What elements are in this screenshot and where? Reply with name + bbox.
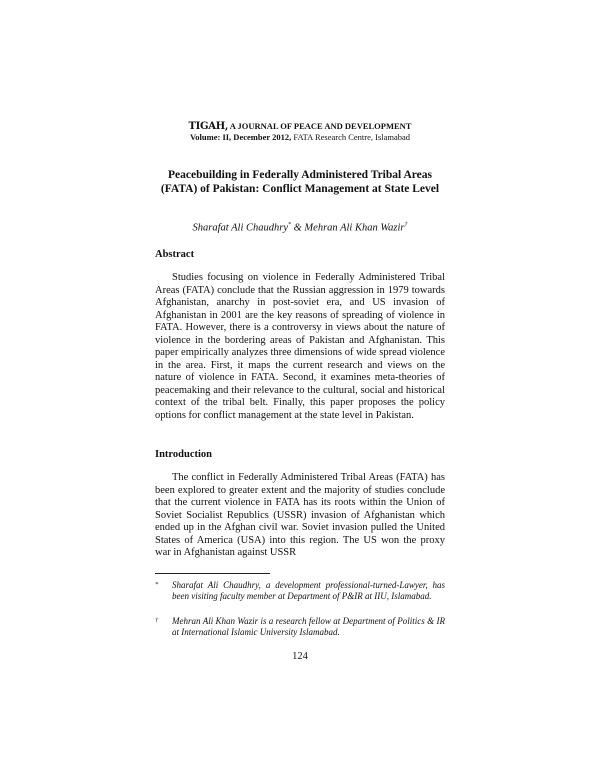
research-centre: FATA Research Centre, Islamabad <box>291 132 411 142</box>
author-1: Sharafat Ali Chaudhry <box>192 222 288 234</box>
paper-title: Peacebuilding in Federally Administered Tribal Areas (FATA) of Pakistan: Conflict Management at State Level <box>160 169 440 195</box>
footnote-1-text: Sharafat Ali Chaudhry, a development professional-turned-Lawyer, has been visiting faculty member at Department of P&IR at IIU, Islamabad. <box>172 580 445 601</box>
author-1-footnote-mark[interactable]: * <box>288 222 291 228</box>
journal-name: A JOURNAL OF PEACE AND DEVELOPMENT <box>228 121 412 131</box>
author-2: Mehran Ali Khan Wazir <box>304 222 405 234</box>
author-separator: & <box>291 222 305 234</box>
journal-header <box>0 121 600 142</box>
footnote-1 <box>155 580 445 602</box>
page-number: 124 <box>292 651 308 662</box>
journal-line <box>0 121 600 132</box>
footnote-1-mark: * <box>155 581 159 588</box>
introduction-text: The conflict in Federally Administered Tribal Areas (FATA) has been explored to greater extent and the majority of studies conclude that the current violence in FATA has its roots within the Union of Soviet Socialist Republics (USSR) invasion of Afghanistan which ended up in the Afghan civil war. Soviet invasion pulled the United States of America (USA) into this region. The US won the proxy war in Afghanistan against USSR <box>155 472 445 558</box>
footnote-divider <box>155 573 270 574</box>
journal-logo: TIGAH, <box>188 121 229 132</box>
abstract-heading: Abstract <box>155 249 195 260</box>
author-2-footnote-mark[interactable]: † <box>404 222 408 228</box>
abstract-text: Studies focusing on violence in Federally Administered Tribal Areas (FATA) conclude that the Russian aggression in 1979 towards Afghanistan, anarchy in post-soviet era, and US invasion of Afghanistan in 2001 are the key reasons of spreading of violence in FATA. However, there is a controversy in views about the nature of violence in the bordering areas of Pakistan and Afghanistan. This paper empirically analyzes three dimensions of wide spread violence in the area. First, it maps the current research and views on the nature of violence in FATA. Second, it examines meta-theories of peacemaking and their relevance to the cultural, social and historical context of the tribal belt. Finally, this paper proposes the policy options for conflict management at the state level in Pakistan. <box>155 272 445 421</box>
footnote-2-text: Mehran Ali Khan Wazir is a research fellow at Department of Politics & IR at International Islamic University Islamabad. <box>172 616 445 637</box>
author-line <box>0 222 600 234</box>
footnote-2 <box>155 616 445 638</box>
journal-volume-line <box>0 132 600 142</box>
journal-volume: Volume: II, December 2012, <box>189 132 292 142</box>
footnote-2-mark: † <box>155 617 159 624</box>
introduction-heading: Introduction <box>155 449 212 460</box>
